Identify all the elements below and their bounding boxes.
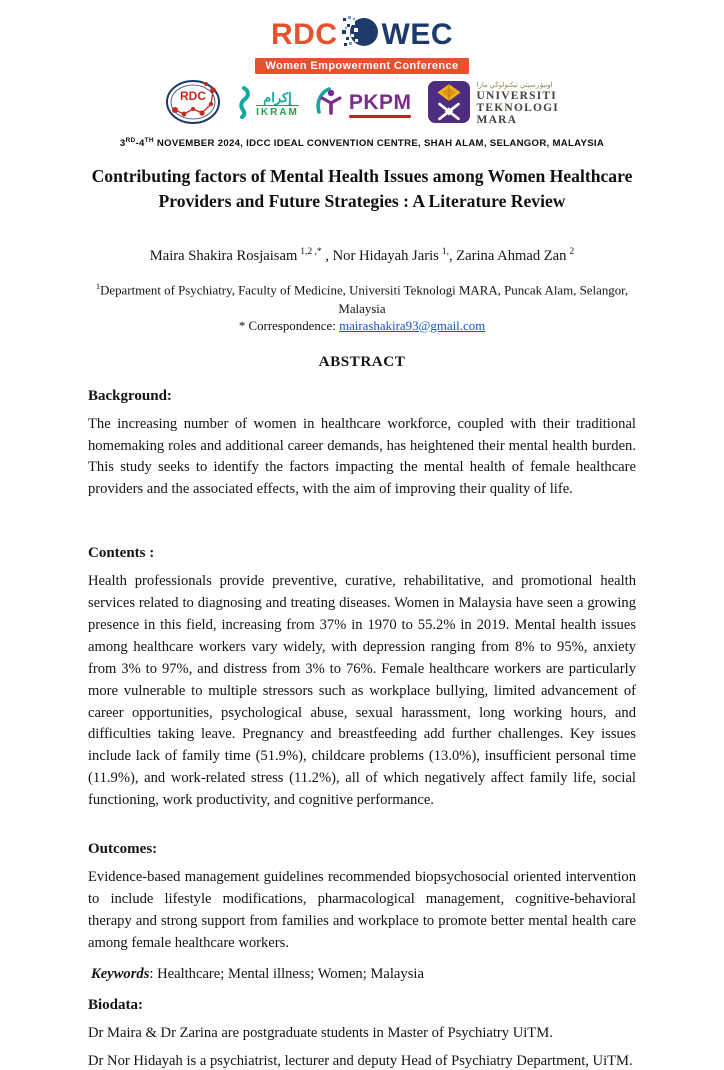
outcomes-paragraph: Evidence-based management guidelines recommended biopsychosocial oriented intervention to include lifestyle modifications, pharmacological management, cognitive-behavioral therapy and strong support from families and workplace to promote better mental health care among female healthcare workers. xyxy=(88,869,636,951)
author-affiliation-sup: 2 xyxy=(569,247,575,258)
conference-header xyxy=(88,14,636,149)
pkpm-wordmark xyxy=(349,92,412,118)
banner-sup: TH xyxy=(144,137,154,144)
ikram-crescent-icon xyxy=(237,86,251,123)
uitm-text-line3: MARA xyxy=(476,114,518,127)
author-name: Zarina Ahmad Zan xyxy=(456,247,567,264)
author-separator: , xyxy=(321,247,333,264)
background-paragraph: The increasing number of women in healthcare workforce, coupled with their traditional homemaking roles and additional career demands, has heightened their mental health burden. This study seeks to identify the factors impacting the mental health of female healthcare providers and the associated effects, with the aim of improving their quality of life. xyxy=(88,415,636,498)
authors-line xyxy=(88,247,636,265)
ikram-latin-text: IKRAM xyxy=(256,107,299,119)
outcomes-heading: Outcomes: xyxy=(88,841,158,858)
affiliation-line xyxy=(88,280,636,319)
background-heading: Background: xyxy=(88,387,172,404)
uitm-text-line1: UNIVERSITI xyxy=(476,89,557,102)
partner-logos-row xyxy=(88,79,636,130)
affiliation-sup: 1 xyxy=(95,280,101,291)
uitm-jawi-text: اونيۏرسيتي تيكنولوڬي مارا xyxy=(476,81,553,90)
affiliation-text: Department of Psychiatry, Faculty of Medicine, Universiti Teknologi MARA, Puncak Alam, Selangor, Malaysia xyxy=(100,283,629,316)
rdc-wordmark: RDC xyxy=(271,18,338,51)
pkpm-tagline-bar xyxy=(349,115,411,118)
author-separator: , xyxy=(448,247,457,264)
keywords-value: : Healthcare; Mental illness; Women; Malaysia xyxy=(149,965,424,982)
author-name: Maira Shakira Rosjaisam xyxy=(149,247,298,264)
uitm-text-line2: TEKNOLOGI xyxy=(476,102,559,115)
banner-text: 3 xyxy=(119,138,126,150)
author-name: Nor Hidayah Jaris xyxy=(332,247,439,264)
keywords-label: Keywords xyxy=(91,965,150,982)
paper-title-line2: Providers and Future Strategies : A Literature Review xyxy=(158,191,566,212)
abstract-heading: ABSTRACT xyxy=(318,352,406,370)
author xyxy=(456,248,574,264)
uitm-logo xyxy=(428,81,559,128)
biodata-line1: Dr Maira & Dr Zarina are postgraduate students in Master of Psychiatry UiTM. xyxy=(88,1024,553,1041)
paper-title xyxy=(88,164,636,214)
author xyxy=(150,248,333,264)
correspondence-line xyxy=(88,319,636,334)
uitm-wordmark xyxy=(477,82,559,127)
keywords-line xyxy=(88,966,636,983)
rdc-network-logo-icon xyxy=(165,79,221,130)
author xyxy=(333,248,457,264)
conference-tagline: Women Empowerment Conference xyxy=(255,58,468,74)
uitm-crest-icon xyxy=(428,81,470,128)
banner-text: -4 xyxy=(135,138,145,150)
rdc-wec-wordmark xyxy=(271,14,453,56)
ikram-logo xyxy=(237,86,299,123)
rdc-wec-logo xyxy=(88,14,636,74)
ikram-wordmark xyxy=(256,91,299,118)
conference-date-venue-banner xyxy=(88,137,636,149)
pkpm-person-icon xyxy=(315,87,345,122)
banner-sup: RD xyxy=(125,137,136,144)
contents-heading: Contents : xyxy=(88,545,155,562)
pixel-globe-icon xyxy=(341,14,379,56)
banner-text: NOVEMBER 2024, IDCC IDEAL CONVENTION CENTRE, SHAH ALAM, SELANGOR, MALAYSIA xyxy=(153,138,605,150)
correspondence-prefix: * Correspondence: xyxy=(238,318,340,333)
contents-paragraph: Health professionals provide preventive, curative, rehabilitative, and promotional health services related to diagnosing and treating diseases. Women in Malaysia have seen a growing presence in this field, increasing from 37% in 1970 to 55.2% in 2019. Mental health issues among healthcare workers vary widely, with depression ranging from 8% to 95%, anxiety from 3% to 97%, and distress from 3% to 76%. Female healthcare workers are particularly more vulnerable to multiple stressors such as workplace bullying, limited advancement of career opportunities, psychological abuse, sexual harassment, long working hours, and difficulties taking leave. Pregnancy and breastfeeding add further challenges. Key issues include lack of family time (51.9%), childcare problems (13.0%), insufficient personal time (11.9%), and work-related stress (11.2%), all of which negatively affect family life, social functioning, work productivity, and cognitive performance. xyxy=(88,573,636,809)
biodata-heading: Biodata: xyxy=(88,996,144,1013)
pkpm-logo xyxy=(315,87,412,122)
correspondence-email-link[interactable]: mairashakira93@gmail.com xyxy=(339,318,486,333)
pkpm-text: PKPM xyxy=(348,90,412,114)
author-affiliation-sup: 1,2 ,* xyxy=(300,247,322,258)
ikram-arabic-text: إكرام xyxy=(263,89,292,105)
svg-text:RDC: RDC xyxy=(180,89,207,103)
author-affiliation-sup: 1, xyxy=(441,247,449,258)
wec-wordmark: WEC xyxy=(381,18,453,51)
biodata-line2: Dr Nor Hidayah is a psychiatrist, lecturer and deputy Head of Psychiatry Department, UiTM. xyxy=(88,1052,633,1069)
paper-title-line1: Contributing factors of Mental Health Issues among Women Healthcare xyxy=(91,166,633,187)
